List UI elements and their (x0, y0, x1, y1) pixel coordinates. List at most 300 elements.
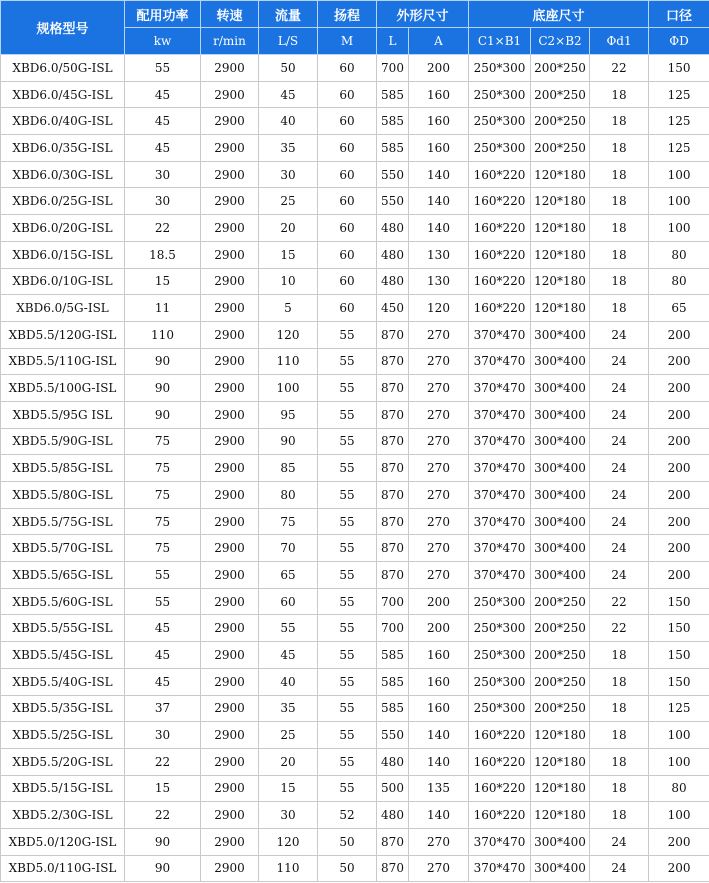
cell-model: XBD5.0/110G-ISL (1, 855, 125, 882)
cell-model: XBD5.5/60G-ISL (1, 588, 125, 615)
cell-c2b2: 120*180 (531, 188, 590, 215)
cell-speed: 2900 (201, 615, 259, 642)
cell-d1: 24 (590, 348, 649, 375)
cell-caliber: 150 (649, 668, 709, 695)
cell-c1b1: 370*470 (469, 321, 531, 348)
table-row (1, 161, 709, 188)
cell-speed: 2900 (201, 135, 259, 162)
table-row (1, 215, 709, 242)
cell-c2b2: 120*180 (531, 268, 590, 295)
cell-model: XBD5.5/45G-ISL (1, 642, 125, 669)
cell-d1: 18 (590, 802, 649, 829)
cell-a: 140 (409, 215, 469, 242)
cell-d1: 18 (590, 161, 649, 188)
cell-c1b1: 160*220 (469, 722, 531, 749)
cell-caliber: 200 (649, 855, 709, 882)
cell-speed: 2900 (201, 215, 259, 242)
table-row (1, 455, 709, 482)
cell-a: 270 (409, 428, 469, 455)
cell-c2b2: 300*400 (531, 348, 590, 375)
cell-d1: 24 (590, 375, 649, 402)
header-flow: 流量 (259, 1, 318, 28)
cell-power: 55 (125, 55, 201, 82)
cell-model: XBD6.0/50G-ISL (1, 55, 125, 82)
cell-c2b2: 120*180 (531, 748, 590, 775)
cell-power: 45 (125, 135, 201, 162)
cell-caliber: 100 (649, 722, 709, 749)
header-speed: 转速 (201, 1, 259, 28)
cell-length: 870 (377, 455, 409, 482)
cell-caliber: 65 (649, 295, 709, 322)
cell-caliber: 125 (649, 695, 709, 722)
cell-speed: 2900 (201, 401, 259, 428)
cell-c1b1: 370*470 (469, 375, 531, 402)
cell-length: 585 (377, 135, 409, 162)
cell-speed: 2900 (201, 695, 259, 722)
cell-power: 30 (125, 161, 201, 188)
cell-d1: 24 (590, 455, 649, 482)
cell-speed: 2900 (201, 55, 259, 82)
table-row (1, 695, 709, 722)
cell-c2b2: 120*180 (531, 241, 590, 268)
table-row (1, 668, 709, 695)
table-header (1, 1, 709, 55)
cell-model: XBD5.5/110G-ISL (1, 348, 125, 375)
cell-power: 90 (125, 855, 201, 882)
cell-caliber: 150 (649, 615, 709, 642)
cell-speed: 2900 (201, 108, 259, 135)
cell-flow: 100 (259, 375, 318, 402)
cell-head: 55 (318, 348, 377, 375)
cell-c2b2: 300*400 (531, 375, 590, 402)
cell-speed: 2900 (201, 748, 259, 775)
cell-d1: 24 (590, 855, 649, 882)
cell-c2b2: 200*250 (531, 135, 590, 162)
cell-power: 90 (125, 828, 201, 855)
cell-length: 585 (377, 108, 409, 135)
cell-c1b1: 160*220 (469, 161, 531, 188)
cell-flow: 75 (259, 508, 318, 535)
cell-power: 110 (125, 321, 201, 348)
cell-flow: 20 (259, 215, 318, 242)
cell-power: 75 (125, 428, 201, 455)
cell-c2b2: 300*400 (531, 428, 590, 455)
table-row (1, 775, 709, 802)
cell-caliber: 100 (649, 188, 709, 215)
cell-flow: 50 (259, 55, 318, 82)
cell-c1b1: 370*470 (469, 855, 531, 882)
cell-c2b2: 200*250 (531, 55, 590, 82)
cell-c1b1: 370*470 (469, 828, 531, 855)
cell-flow: 15 (259, 241, 318, 268)
cell-length: 870 (377, 828, 409, 855)
cell-d1: 22 (590, 588, 649, 615)
cell-a: 160 (409, 108, 469, 135)
cell-speed: 2900 (201, 642, 259, 669)
cell-speed: 2900 (201, 321, 259, 348)
unit-d1: Φd1 (590, 28, 649, 55)
cell-c1b1: 250*300 (469, 695, 531, 722)
cell-flow: 55 (259, 615, 318, 642)
cell-caliber: 150 (649, 588, 709, 615)
cell-c1b1: 370*470 (469, 562, 531, 589)
cell-power: 11 (125, 295, 201, 322)
cell-speed: 2900 (201, 508, 259, 535)
unit-c1b1: C1×B1 (469, 28, 531, 55)
cell-head: 55 (318, 668, 377, 695)
cell-head: 55 (318, 775, 377, 802)
table-row (1, 748, 709, 775)
cell-caliber: 200 (649, 482, 709, 509)
cell-c1b1: 160*220 (469, 295, 531, 322)
cell-d1: 24 (590, 321, 649, 348)
cell-head: 55 (318, 508, 377, 535)
table-body (1, 55, 709, 882)
cell-c1b1: 250*300 (469, 642, 531, 669)
cell-d1: 18 (590, 188, 649, 215)
cell-a: 160 (409, 642, 469, 669)
cell-head: 55 (318, 428, 377, 455)
cell-power: 30 (125, 188, 201, 215)
table-row (1, 241, 709, 268)
cell-model: XBD6.0/20G-ISL (1, 215, 125, 242)
cell-model: XBD5.5/55G-ISL (1, 615, 125, 642)
cell-head: 55 (318, 588, 377, 615)
cell-length: 870 (377, 428, 409, 455)
cell-c1b1: 160*220 (469, 748, 531, 775)
cell-head: 55 (318, 642, 377, 669)
table-row (1, 535, 709, 562)
cell-a: 140 (409, 748, 469, 775)
cell-caliber: 200 (649, 321, 709, 348)
cell-flow: 30 (259, 802, 318, 829)
cell-power: 45 (125, 108, 201, 135)
table-row (1, 348, 709, 375)
cell-speed: 2900 (201, 802, 259, 829)
cell-c2b2: 120*180 (531, 775, 590, 802)
table-row (1, 802, 709, 829)
cell-speed: 2900 (201, 828, 259, 855)
cell-head: 55 (318, 748, 377, 775)
cell-d1: 18 (590, 215, 649, 242)
cell-length: 480 (377, 241, 409, 268)
cell-c1b1: 250*300 (469, 135, 531, 162)
cell-d1: 18 (590, 748, 649, 775)
cell-power: 30 (125, 722, 201, 749)
cell-flow: 35 (259, 695, 318, 722)
cell-c1b1: 160*220 (469, 802, 531, 829)
cell-a: 160 (409, 81, 469, 108)
cell-head: 52 (318, 802, 377, 829)
cell-d1: 24 (590, 482, 649, 509)
cell-model: XBD6.0/30G-ISL (1, 161, 125, 188)
cell-c1b1: 250*300 (469, 108, 531, 135)
cell-c2b2: 300*400 (531, 535, 590, 562)
cell-caliber: 100 (649, 748, 709, 775)
cell-d1: 18 (590, 668, 649, 695)
cell-speed: 2900 (201, 482, 259, 509)
table-row (1, 428, 709, 455)
cell-a: 270 (409, 482, 469, 509)
cell-head: 55 (318, 321, 377, 348)
cell-model: XBD5.5/35G-ISL (1, 695, 125, 722)
cell-caliber: 200 (649, 428, 709, 455)
cell-a: 160 (409, 695, 469, 722)
cell-caliber: 200 (649, 455, 709, 482)
table-row (1, 722, 709, 749)
cell-d1: 18 (590, 695, 649, 722)
cell-model: XBD5.5/20G-ISL (1, 748, 125, 775)
cell-speed: 2900 (201, 375, 259, 402)
cell-speed: 2900 (201, 188, 259, 215)
cell-flow: 70 (259, 535, 318, 562)
cell-head: 55 (318, 615, 377, 642)
cell-model: XBD5.5/80G-ISL (1, 482, 125, 509)
cell-length: 480 (377, 268, 409, 295)
table-row (1, 588, 709, 615)
cell-caliber: 200 (649, 562, 709, 589)
cell-a: 130 (409, 268, 469, 295)
cell-length: 870 (377, 562, 409, 589)
cell-c1b1: 160*220 (469, 775, 531, 802)
unit-length: L (377, 28, 409, 55)
cell-caliber: 200 (649, 401, 709, 428)
cell-flow: 95 (259, 401, 318, 428)
cell-flow: 25 (259, 188, 318, 215)
unit-head: M (318, 28, 377, 55)
table-row (1, 615, 709, 642)
cell-d1: 24 (590, 428, 649, 455)
cell-a: 270 (409, 828, 469, 855)
cell-power: 15 (125, 775, 201, 802)
cell-flow: 15 (259, 775, 318, 802)
cell-model: XBD6.0/40G-ISL (1, 108, 125, 135)
cell-a: 160 (409, 135, 469, 162)
cell-speed: 2900 (201, 535, 259, 562)
table-row (1, 482, 709, 509)
cell-head: 55 (318, 722, 377, 749)
cell-head: 60 (318, 268, 377, 295)
table-row (1, 268, 709, 295)
table-row (1, 81, 709, 108)
cell-model: XBD5.5/95G ISL (1, 401, 125, 428)
cell-c1b1: 250*300 (469, 615, 531, 642)
header-caliber: 口径 (649, 1, 709, 28)
cell-head: 55 (318, 375, 377, 402)
cell-head: 60 (318, 135, 377, 162)
cell-a: 270 (409, 348, 469, 375)
cell-length: 870 (377, 855, 409, 882)
cell-c1b1: 250*300 (469, 81, 531, 108)
cell-speed: 2900 (201, 722, 259, 749)
header-base: 底座尺寸 (469, 1, 649, 28)
cell-power: 75 (125, 455, 201, 482)
cell-speed: 2900 (201, 775, 259, 802)
unit-c2b2: C2×B2 (531, 28, 590, 55)
cell-length: 550 (377, 722, 409, 749)
cell-flow: 20 (259, 748, 318, 775)
cell-c2b2: 200*250 (531, 615, 590, 642)
cell-head: 60 (318, 55, 377, 82)
cell-a: 270 (409, 321, 469, 348)
header-power: 配用功率 (125, 1, 201, 28)
cell-flow: 45 (259, 81, 318, 108)
cell-d1: 22 (590, 55, 649, 82)
table-row (1, 375, 709, 402)
cell-c2b2: 300*400 (531, 562, 590, 589)
cell-length: 870 (377, 375, 409, 402)
cell-c2b2: 200*250 (531, 108, 590, 135)
table-row (1, 188, 709, 215)
cell-a: 120 (409, 295, 469, 322)
cell-length: 870 (377, 348, 409, 375)
unit-power: kw (125, 28, 201, 55)
cell-power: 75 (125, 508, 201, 535)
cell-caliber: 125 (649, 135, 709, 162)
cell-c1b1: 250*300 (469, 668, 531, 695)
cell-c1b1: 250*300 (469, 55, 531, 82)
cell-caliber: 125 (649, 81, 709, 108)
cell-a: 270 (409, 508, 469, 535)
cell-c1b1: 370*470 (469, 348, 531, 375)
cell-d1: 18 (590, 775, 649, 802)
cell-model: XBD5.2/30G-ISL (1, 802, 125, 829)
cell-model: XBD5.5/120G-ISL (1, 321, 125, 348)
cell-d1: 24 (590, 535, 649, 562)
cell-speed: 2900 (201, 668, 259, 695)
cell-length: 870 (377, 321, 409, 348)
cell-head: 55 (318, 455, 377, 482)
cell-flow: 45 (259, 642, 318, 669)
unit-flow: L/S (259, 28, 318, 55)
cell-c2b2: 120*180 (531, 802, 590, 829)
cell-a: 270 (409, 375, 469, 402)
table-row (1, 855, 709, 882)
cell-length: 870 (377, 482, 409, 509)
cell-speed: 2900 (201, 295, 259, 322)
table-row (1, 108, 709, 135)
cell-model: XBD5.5/70G-ISL (1, 535, 125, 562)
cell-caliber: 200 (649, 348, 709, 375)
cell-speed: 2900 (201, 81, 259, 108)
cell-c2b2: 120*180 (531, 161, 590, 188)
cell-model: XBD5.5/75G-ISL (1, 508, 125, 535)
cell-model: XBD5.5/65G-ISL (1, 562, 125, 589)
cell-model: XBD5.0/120G-ISL (1, 828, 125, 855)
cell-d1: 18 (590, 135, 649, 162)
cell-head: 55 (318, 535, 377, 562)
cell-speed: 2900 (201, 348, 259, 375)
cell-power: 22 (125, 215, 201, 242)
cell-length: 480 (377, 215, 409, 242)
cell-model: XBD5.5/90G-ISL (1, 428, 125, 455)
cell-a: 140 (409, 188, 469, 215)
cell-c2b2: 300*400 (531, 482, 590, 509)
cell-a: 200 (409, 588, 469, 615)
cell-a: 140 (409, 722, 469, 749)
table-row (1, 55, 709, 82)
cell-power: 90 (125, 348, 201, 375)
cell-flow: 40 (259, 668, 318, 695)
cell-caliber: 150 (649, 642, 709, 669)
unit-speed: r/min (201, 28, 259, 55)
cell-model: XBD6.0/45G-ISL (1, 81, 125, 108)
cell-model: XBD6.0/10G-ISL (1, 268, 125, 295)
cell-caliber: 100 (649, 161, 709, 188)
cell-power: 22 (125, 802, 201, 829)
cell-flow: 120 (259, 321, 318, 348)
cell-length: 480 (377, 748, 409, 775)
cell-d1: 24 (590, 828, 649, 855)
cell-speed: 2900 (201, 855, 259, 882)
cell-flow: 65 (259, 562, 318, 589)
cell-d1: 18 (590, 295, 649, 322)
cell-c2b2: 200*250 (531, 81, 590, 108)
cell-caliber: 125 (649, 108, 709, 135)
cell-flow: 10 (259, 268, 318, 295)
cell-flow: 25 (259, 722, 318, 749)
table-row (1, 562, 709, 589)
cell-caliber: 150 (649, 55, 709, 82)
cell-c2b2: 200*250 (531, 642, 590, 669)
header-dimensions: 外形尺寸 (377, 1, 469, 28)
cell-speed: 2900 (201, 455, 259, 482)
unit-a: A (409, 28, 469, 55)
cell-a: 270 (409, 535, 469, 562)
cell-length: 870 (377, 535, 409, 562)
cell-a: 140 (409, 161, 469, 188)
cell-length: 500 (377, 775, 409, 802)
cell-caliber: 80 (649, 241, 709, 268)
header-head: 扬程 (318, 1, 377, 28)
cell-d1: 22 (590, 615, 649, 642)
cell-head: 55 (318, 482, 377, 509)
cell-model: XBD5.5/85G-ISL (1, 455, 125, 482)
cell-length: 700 (377, 615, 409, 642)
cell-flow: 30 (259, 161, 318, 188)
cell-power: 22 (125, 748, 201, 775)
cell-c1b1: 370*470 (469, 508, 531, 535)
cell-head: 55 (318, 695, 377, 722)
cell-c1b1: 370*470 (469, 535, 531, 562)
cell-c2b2: 300*400 (531, 508, 590, 535)
header-row-titles (1, 1, 709, 28)
cell-c1b1: 370*470 (469, 428, 531, 455)
table-row (1, 295, 709, 322)
cell-length: 870 (377, 508, 409, 535)
cell-power: 90 (125, 401, 201, 428)
cell-caliber: 200 (649, 828, 709, 855)
cell-flow: 110 (259, 855, 318, 882)
cell-c2b2: 200*250 (531, 668, 590, 695)
cell-model: XBD5.5/25G-ISL (1, 722, 125, 749)
cell-caliber: 100 (649, 802, 709, 829)
cell-head: 60 (318, 295, 377, 322)
header-model: 规格型号 (1, 1, 125, 55)
cell-c1b1: 160*220 (469, 188, 531, 215)
cell-head: 60 (318, 241, 377, 268)
cell-model: XBD6.0/5G-ISL (1, 295, 125, 322)
cell-length: 585 (377, 642, 409, 669)
cell-length: 700 (377, 588, 409, 615)
cell-c1b1: 160*220 (469, 241, 531, 268)
cell-a: 270 (409, 401, 469, 428)
cell-speed: 2900 (201, 268, 259, 295)
cell-c1b1: 370*470 (469, 455, 531, 482)
cell-d1: 18 (590, 268, 649, 295)
cell-flow: 35 (259, 135, 318, 162)
cell-c2b2: 200*250 (531, 588, 590, 615)
